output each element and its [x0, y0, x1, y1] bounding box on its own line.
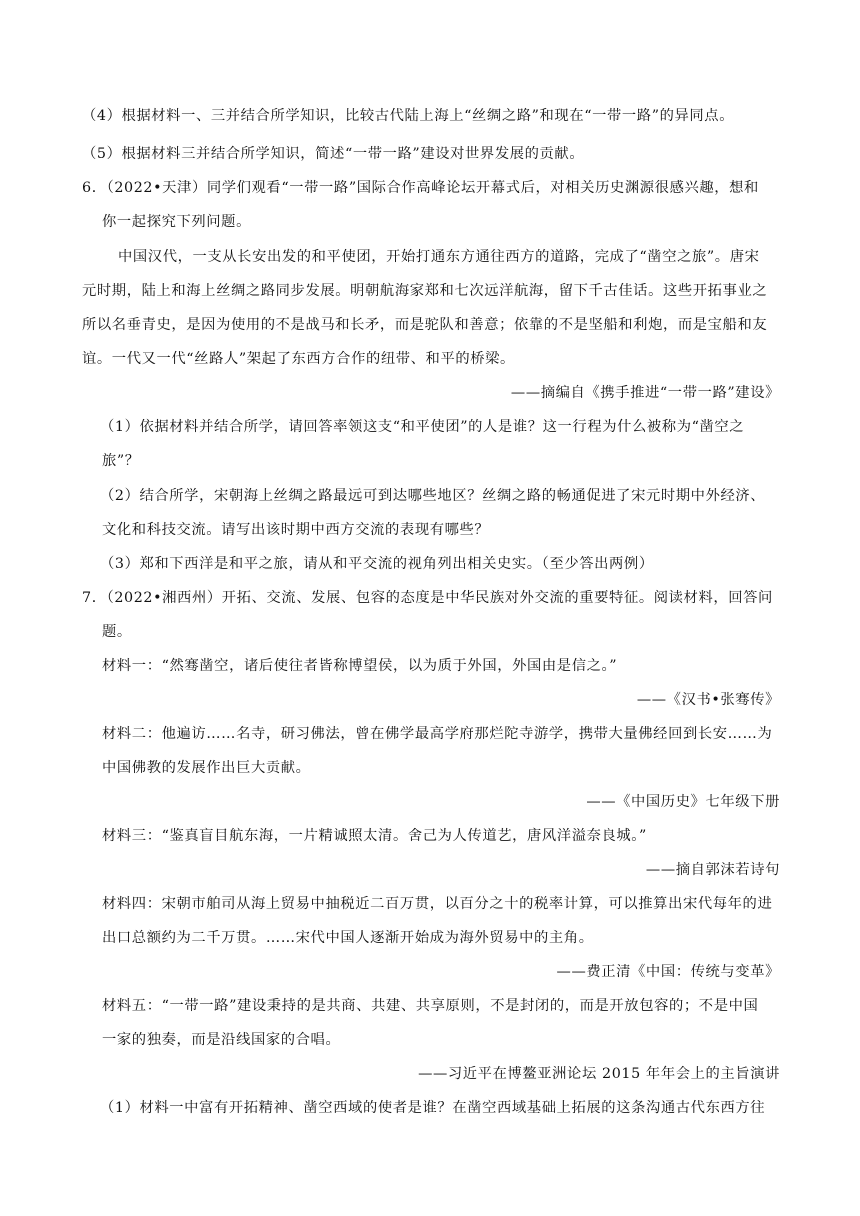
question-5-subquestion-4: （4）根据材料一、三并结合所学知识，比较古代陆上海上“丝绸之路”和现在“一带一路”的异同点。	[82, 108, 735, 124]
question-7-material-4-cont: 出口总额约为二千万贯。……宋代中国人逐渐开始成为海外贸易中的主角。	[102, 930, 594, 946]
question-7-material-2-source: ——《中国历史》七年级下册	[586, 794, 780, 810]
question-6-material-line: 中国汉代，一支从长安出发的和平使团，开始打通东方通往西方的道路，完成了“凿空之旅”。唐宋	[118, 249, 760, 265]
question-7-stem: 7．（2022•湘西州）开拓、交流、发展、包容的态度是中华民族对外交流的重要特征。阅读材料，回答问	[82, 590, 773, 606]
question-7-subquestion-1: （1）材料一中富有开拓精神、凿空西域的使者是谁？在凿空西域基础上拓展的这条沟通古代东西方往	[100, 1100, 766, 1116]
question-5-subquestion-5: （5）根据材料三并结合所学知识，简述“一带一路”建设对世界发展的贡献。	[82, 146, 585, 162]
question-7-material-3-source: ——摘自郭沫若诗句	[645, 862, 780, 878]
question-6-subquestion-2: （2）结合所学，宋朝海上丝绸之路最远可到达哪些地区？丝绸之路的畅通促进了宋元时期中外经济、	[100, 488, 766, 504]
question-7-material-3: 材料三：“鉴真盲目航东海，一片精诚照太清。舍己为人传道艺，唐风洋溢奈良城。”	[102, 828, 647, 844]
question-7-material-1-source: ——《汉书•张骞传》	[636, 692, 780, 708]
question-7-stem-cont: 题。	[102, 624, 132, 640]
question-7-material-5-source: ——习近平在博鳌亚洲论坛 2015 年年会上的主旨演讲	[418, 1066, 780, 1082]
question-6-subquestion-1: （1）依据材料并结合所学，请回答率领这支“和平使团”的人是谁？这一行程为什么被称为“凿空之	[100, 419, 745, 435]
question-7-material-2: 材料二：他遍访……名寺，研习佛法，曾在佛学最高学府那烂陀寺游学，携带大量佛经回到长安……为	[102, 726, 773, 742]
question-6-stem-cont: 你一起探究下列问题。	[102, 214, 251, 230]
question-6-material-line: 谊。一代又一代“丝路人”架起了东西方合作的纽带、和平的桥梁。	[82, 351, 515, 367]
question-6-subquestion-2-cont: 文化和科技交流。请写出该时期中西方交流的表现有哪些？	[102, 522, 490, 538]
question-6-source: ——摘编自《携手推进“一带一路”建设》	[510, 385, 780, 401]
question-7-material-5: 材料五：“一带一路”建设秉持的是共商、共建、共享原则，不是封闭的，而是开放包容的；不是中国	[102, 998, 759, 1014]
question-6-material-line: 元时期，陆上和海上丝绸之路同步发展。明朝航海家郑和七次远洋航海，留下千古佳话。这些开拓事业之	[82, 283, 768, 299]
question-6-material-line: 所以名垂青史，是因为使用的不是战马和长矛，而是驼队和善意；依靠的不是坚船和利炮，而是宝船和友	[82, 317, 768, 333]
question-6-stem: 6．（2022•天津）同学们观看“一带一路”国际合作高峰论坛开幕式后，对相关历史渊源很感兴趣，想和	[82, 180, 759, 196]
question-7-material-2-cont: 中国佛教的发展作出巨大贡献。	[102, 760, 311, 776]
question-7-material-5-cont: 一家的独奏，而是沿线国家的合唱。	[102, 1032, 341, 1048]
question-7-material-1: 材料一：“然骞凿空，诸后使往者皆称博望侯，以为质于外国，外国由是信之。”	[102, 658, 618, 674]
question-6-subquestion-3: （3）郑和下西洋是和平之旅，请从和平交流的视角列出相关史实。（至少答出两例）	[100, 556, 654, 572]
question-7-material-4: 材料四：宋朝市舶司从海上贸易中抽税近二百万贯，以百分之十的税率计算，可以推算出宋代每年的进	[102, 896, 773, 912]
question-7-material-4-source: ——费正清《中国：传统与变革》	[556, 964, 780, 980]
question-6-subquestion-1-cont: 旅”？	[102, 453, 140, 469]
